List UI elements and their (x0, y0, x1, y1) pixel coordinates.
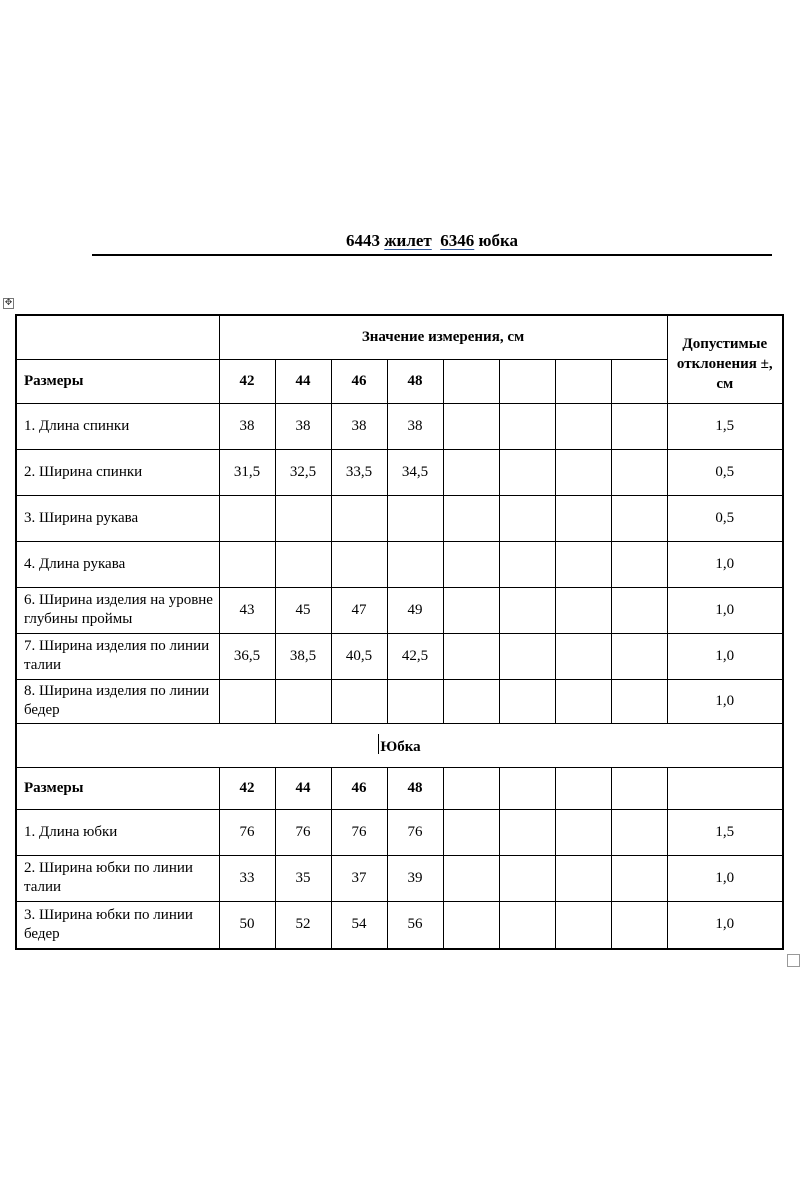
value-cell (219, 495, 275, 541)
empty-cell (443, 541, 499, 587)
empty-cell (611, 587, 667, 633)
value-cell (387, 679, 443, 723)
measurement-row (16, 855, 783, 901)
value-cell: 32,5 (275, 449, 331, 495)
row-label: 7. Ширина изделия по линии талии (16, 633, 219, 679)
table-end-marker-icon (787, 954, 800, 967)
empty-cell (443, 633, 499, 679)
empty-cell (443, 855, 499, 901)
measurement-row (16, 587, 783, 633)
empty-cell (611, 855, 667, 901)
empty-cell (555, 809, 611, 855)
value-cell: 47 (331, 587, 387, 633)
empty-cell (611, 901, 667, 949)
value-cell: 45 (275, 587, 331, 633)
title-vest-word: жилет (384, 231, 432, 250)
value-cell: 54 (331, 901, 387, 949)
value-cell (219, 679, 275, 723)
measurement-row (16, 541, 783, 587)
empty-cell (611, 679, 667, 723)
size-cell: 42 (219, 767, 275, 809)
empty-cell (443, 901, 499, 949)
empty-cell (443, 587, 499, 633)
sizes-label: Размеры (16, 359, 219, 403)
tolerance-header: Допустимые отклонения ±, см (667, 315, 783, 403)
value-cell: 35 (275, 855, 331, 901)
skirt-section-title: Юбка (16, 723, 783, 767)
empty-cell (611, 359, 667, 403)
header-row-measure (16, 315, 783, 359)
measurement-row (16, 679, 783, 723)
value-cell: 76 (219, 809, 275, 855)
measurement-row (16, 449, 783, 495)
empty-cell (555, 679, 611, 723)
row-label: 3. Ширина рукава (16, 495, 219, 541)
empty-cell (611, 633, 667, 679)
empty-cell (499, 809, 555, 855)
value-cell: 76 (387, 809, 443, 855)
value-cell: 38 (219, 403, 275, 449)
size-cell: 44 (275, 767, 331, 809)
size-cell: 46 (331, 767, 387, 809)
empty-cell (443, 449, 499, 495)
measure-header: Значение измерения, см (219, 315, 667, 359)
value-cell: 39 (387, 855, 443, 901)
value-cell: 76 (331, 809, 387, 855)
tolerance-cell: 0,5 (667, 449, 783, 495)
empty-cell (555, 541, 611, 587)
tolerance-cell: 1,0 (667, 587, 783, 633)
value-cell: 40,5 (331, 633, 387, 679)
empty-cell (499, 359, 555, 403)
value-cell: 38,5 (275, 633, 331, 679)
empty-cell (499, 449, 555, 495)
value-cell: 76 (275, 809, 331, 855)
value-cell: 38 (331, 403, 387, 449)
value-cell (219, 541, 275, 587)
value-cell: 37 (331, 855, 387, 901)
empty-cell (555, 767, 611, 809)
size-cell: 48 (387, 767, 443, 809)
empty-cell (555, 495, 611, 541)
skirt-sizes-row (16, 767, 783, 809)
size-cell: 44 (275, 359, 331, 403)
empty-cell (611, 541, 667, 587)
tolerance-cell: 1,0 (667, 855, 783, 901)
empty-cell (555, 587, 611, 633)
document-title (92, 226, 772, 256)
row-label: 2. Ширина юбки по линии талии (16, 855, 219, 901)
title-model-vest: 6443 (345, 231, 385, 250)
empty-cell (443, 495, 499, 541)
measurement-row (16, 809, 783, 855)
empty-cell (443, 767, 499, 809)
empty-cell (443, 403, 499, 449)
value-cell (275, 679, 331, 723)
size-cell: 42 (219, 359, 275, 403)
value-cell: 36,5 (219, 633, 275, 679)
empty-cell (611, 767, 667, 809)
empty-cell (611, 449, 667, 495)
tolerance-cell: 1,0 (667, 633, 783, 679)
value-cell: 56 (387, 901, 443, 949)
value-cell: 49 (387, 587, 443, 633)
measurement-row (16, 403, 783, 449)
empty-cell (443, 359, 499, 403)
tolerance-cell: 1,5 (667, 809, 783, 855)
value-cell: 34,5 (387, 449, 443, 495)
title-model-skirt: 6346 (440, 231, 475, 250)
skirt-section-row (16, 723, 783, 767)
move-handle-icon[interactable]: ✥ (4, 298, 13, 308)
empty-cell (499, 679, 555, 723)
sizes-label: Размеры (16, 767, 219, 809)
value-cell: 42,5 (387, 633, 443, 679)
value-cell: 33 (219, 855, 275, 901)
value-cell (387, 541, 443, 587)
empty-cell (555, 633, 611, 679)
empty-cell (555, 359, 611, 403)
tolerance-cell: 1,0 (667, 901, 783, 949)
row-label: 4. Длина рукава (16, 541, 219, 587)
value-cell: 31,5 (219, 449, 275, 495)
corner-cell (16, 315, 219, 359)
tolerance-cell: 1,5 (667, 403, 783, 449)
value-cell (331, 495, 387, 541)
empty-cell (499, 541, 555, 587)
measurement-row (16, 901, 783, 949)
empty-cell (443, 679, 499, 723)
value-cell: 43 (219, 587, 275, 633)
value-cell (331, 541, 387, 587)
value-cell (331, 679, 387, 723)
empty-cell (499, 767, 555, 809)
tolerance-cell: 0,5 (667, 495, 783, 541)
row-label: 6. Ширина изделия на уровне глубины проймы (16, 587, 219, 633)
empty-cell (499, 587, 555, 633)
empty-cell (555, 449, 611, 495)
title-skirt-word: юбка (474, 231, 519, 250)
empty-cell (667, 767, 783, 809)
empty-cell (443, 809, 499, 855)
empty-cell (499, 633, 555, 679)
empty-cell (611, 495, 667, 541)
row-label: 1. Длина спинки (16, 403, 219, 449)
value-cell (275, 495, 331, 541)
empty-cell (499, 855, 555, 901)
empty-cell (499, 901, 555, 949)
value-cell: 38 (275, 403, 331, 449)
size-cell: 48 (387, 359, 443, 403)
tolerance-cell: 1,0 (667, 679, 783, 723)
row-label: 3. Ширина юбки по линии бедер (16, 901, 219, 949)
value-cell (387, 495, 443, 541)
tolerance-cell: 1,0 (667, 541, 783, 587)
measurement-row (16, 495, 783, 541)
row-label: 8. Ширина изделия по линии бедер (16, 679, 219, 723)
value-cell: 50 (219, 901, 275, 949)
empty-cell (611, 809, 667, 855)
empty-cell (555, 403, 611, 449)
empty-cell (499, 403, 555, 449)
row-label: 1. Длина юбки (16, 809, 219, 855)
empty-cell (555, 901, 611, 949)
value-cell: 52 (275, 901, 331, 949)
value-cell: 38 (387, 403, 443, 449)
empty-cell (499, 495, 555, 541)
value-cell (275, 541, 331, 587)
measurement-row (16, 633, 783, 679)
row-label: 2. Ширина спинки (16, 449, 219, 495)
empty-cell (611, 403, 667, 449)
empty-cell (555, 855, 611, 901)
size-cell: 46 (331, 359, 387, 403)
value-cell: 33,5 (331, 449, 387, 495)
measurement-table (15, 314, 784, 950)
